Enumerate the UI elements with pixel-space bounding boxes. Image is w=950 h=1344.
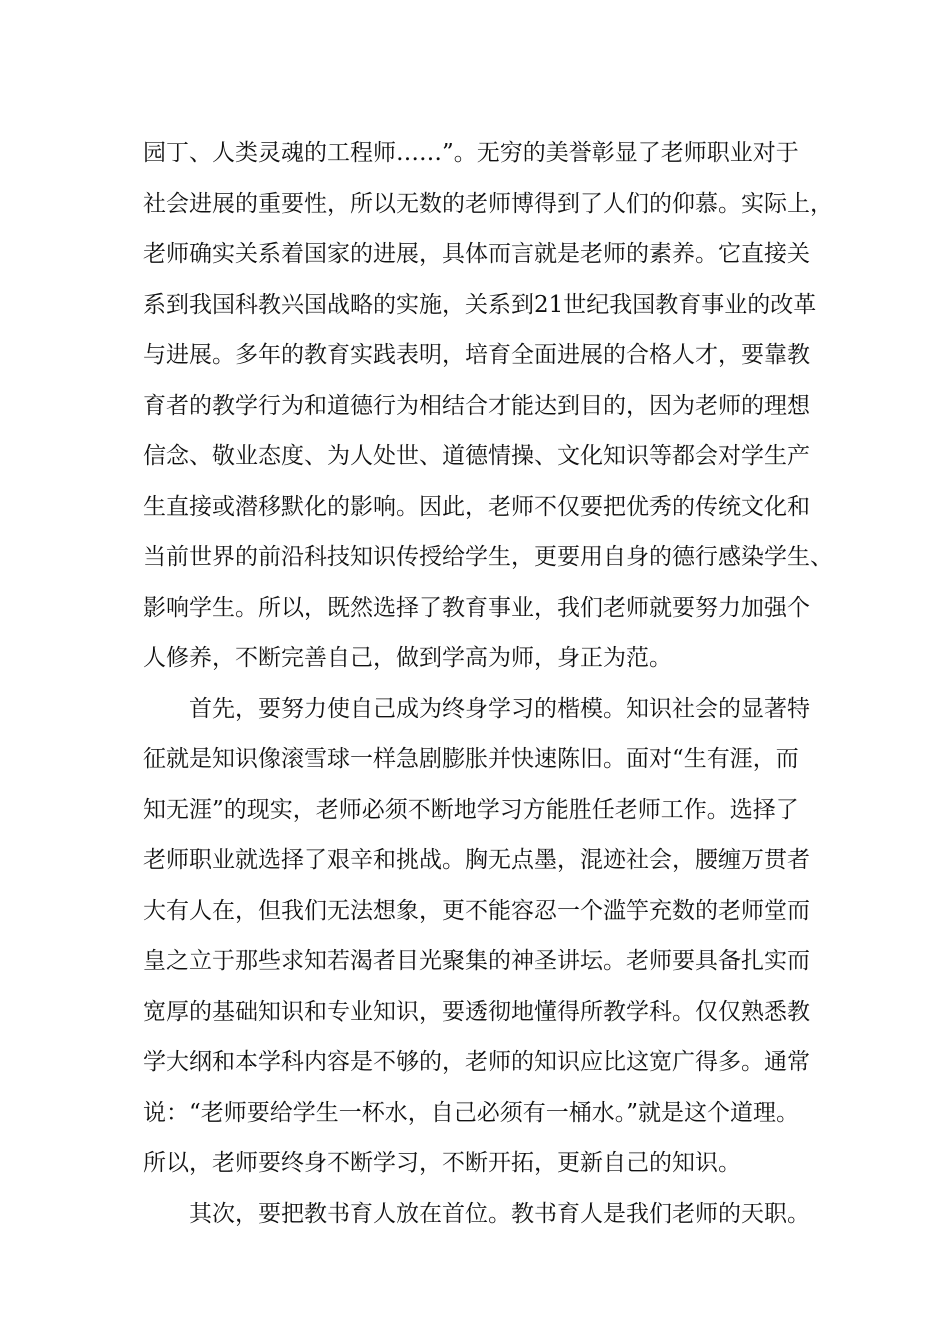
text-line: 影响学生。所以，既然选择了教育事业，我们老师就要努力加强个 (143, 594, 810, 621)
text-line: 生直接或潜移默化的影响。因此，老师不仅要把优秀的传统文化和 (143, 493, 810, 520)
paragraph-first-line: 首先，要努力使自己成为终身学习的楷模。知识社会的显著特 (189, 695, 810, 722)
text-line: 学大纲和本学科内容是不够的，老师的知识应比这宽广得多。通常 (143, 1049, 810, 1075)
text-line: 所以，老师要终身不断学习，不断开拓，更新自己的知识。 (143, 1150, 741, 1176)
text-line: 育者的教学行为和道德行为相结合才能达到目的，因为老师的理想 (143, 392, 810, 419)
text-line: 知无涯”的现实，老师必须不断地学习方能胜任老师工作。选择了 (143, 796, 799, 823)
text-line: 皇之立于那些求知若渴者目光聚集的神圣讲坛。老师要具备扎实而 (143, 948, 810, 974)
text-line: 园丁、人类灵魂的工程师……”。无穷的美誉彰显了老师职业对于 (143, 140, 799, 166)
paragraph-first-line: 其次，要把教书育人放在首位。教书育人是我们老师的天职。 (189, 1200, 810, 1227)
text-line: 系到我国科教兴国战略的实施，关系到21世纪我国教育事业的改革 (143, 291, 817, 318)
body-text (143, 128, 833, 1239)
text-line: 宽厚的基础知识和专业知识，要透彻地懂得所教学科。仅仅熟悉教 (143, 998, 810, 1025)
text-line: 与进展。多年的教育实践表明，培育全面进展的合格人才，要靠教 (143, 342, 810, 368)
text-line: 信念、敬业态度、为人处世、道德情操、文化知识等都会对学生产 (143, 443, 810, 469)
text-line: 大有人在，但我们无法想象，更不能容忍一个滥竽充数的老师堂而 (143, 897, 810, 924)
text-line: 当前世界的前沿科技知识传授给学生，更要用自身的德行感染学生、 (143, 544, 833, 570)
text-line: 说：“老师要给学生一杯水，自己必须有一桶水。”就是这个道理。 (143, 1099, 800, 1126)
text-line: 人修养，不断完善自己，做到学高为师，身正为范。 (143, 645, 672, 671)
text-line: 社会进展的重要性，所以无数的老师博得到了人们的仰慕。实际上， (143, 190, 833, 217)
text-line: 老师职业就选择了艰辛和挑战。胸无点墨，混迹社会，腰缠万贯者 (143, 847, 810, 873)
text-line: 征就是知识像滚雪球一样急剧膨胀并快速陈旧。面对“生有涯，而 (143, 746, 799, 772)
text-line: 老师确实关系着国家的进展，具体而言就是老师的素养。它直接关 (143, 241, 810, 267)
